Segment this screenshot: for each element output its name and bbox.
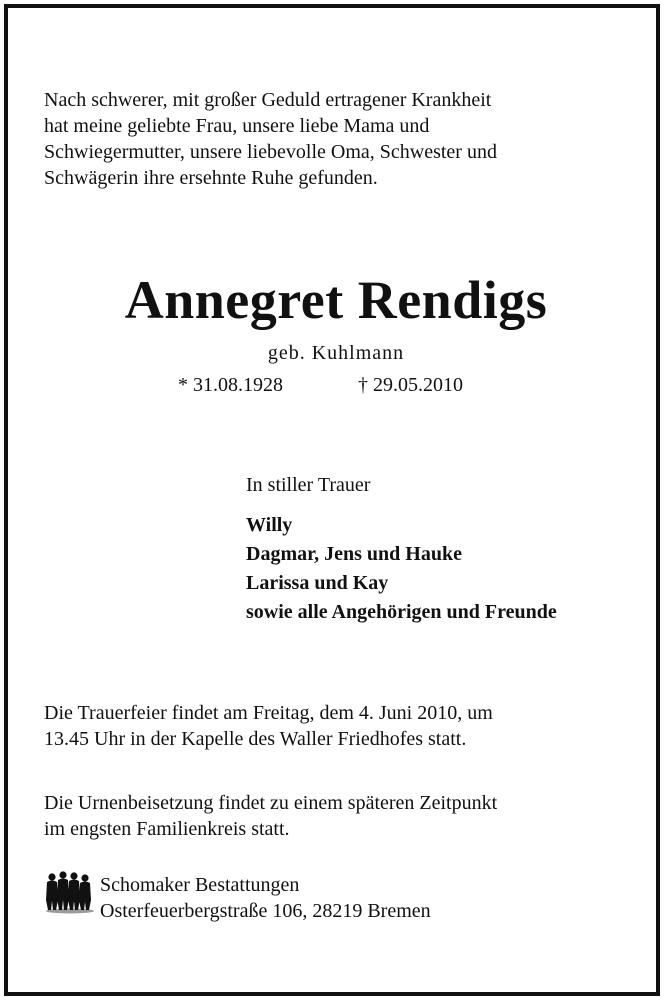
urn-line: Die Urnenbeisetzung findet zu einem späteren Zeitpunkt — [44, 792, 498, 814]
mourners-silhouette-icon — [44, 870, 94, 914]
mourning-heading: In stiller Trauer — [246, 474, 371, 496]
funeral-line: Die Trauerfeier findet am Freitag, dem 4. Juni 2010, um — [44, 702, 493, 724]
funeral-line: 13.45 Uhr in der Kapelle des Waller Friedhofes statt. — [44, 728, 467, 750]
intro-paragraph — [44, 87, 628, 191]
intro-line: hat meine geliebte Frau, unsere liebe Mama und — [44, 115, 430, 137]
undertaker-name: Schomaker Bestattungen — [100, 874, 300, 896]
mourners-list — [246, 511, 557, 627]
funeral-notice — [44, 700, 628, 752]
undertaker-block — [100, 872, 431, 924]
intro-line: Schwägerin ihre ersehnte Ruhe gefunden. — [44, 167, 378, 189]
birth-date: * 31.08.1928 — [178, 374, 283, 396]
birth-name: geb. Kuhlmann — [267, 342, 405, 364]
mourner-entry: sowie alle Angehörigen und Freunde — [246, 601, 557, 623]
intro-line: Nach schwerer, mit großer Geduld ertragener Krankheit — [44, 89, 492, 111]
undertaker-address: Osterfeuerbergstraße 106, 28219 Bremen — [100, 900, 431, 922]
mourner-entry: Larissa und Kay — [246, 572, 389, 594]
obituary-frame — [4, 4, 660, 996]
mourner-entry: Dagmar, Jens und Hauke — [246, 543, 462, 565]
urn-notice — [44, 790, 628, 842]
death-date: † 29.05.2010 — [358, 374, 463, 396]
deceased-name: Annegret Rendigs — [124, 270, 548, 330]
intro-line: Schwiegermutter, unsere liebevolle Oma, Schwester und — [44, 141, 497, 163]
mourner-entry: Willy — [246, 514, 293, 536]
urn-line: im engsten Familienkreis statt. — [44, 818, 290, 840]
